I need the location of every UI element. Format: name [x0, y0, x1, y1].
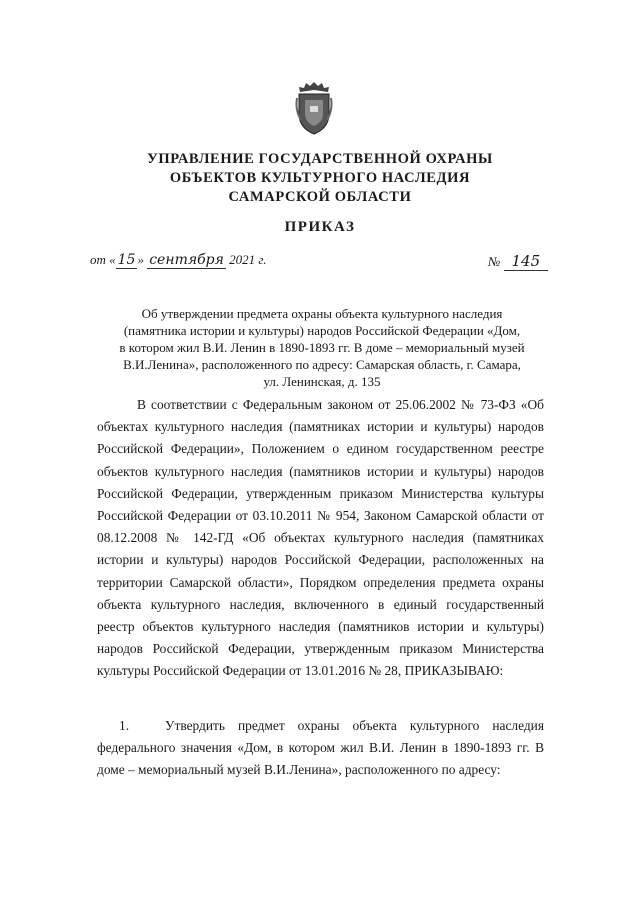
org-name-line3: САМАРСКОЙ ОБЛАСТИ — [228, 189, 412, 205]
document-date — [90, 252, 267, 268]
preamble-paragraph: В соответствии с Федеральным законом от 25.06.2002 № 73-ФЗ «Об объектах культурного наследия (памятниках истории и культуры) народов Российской Федерации», Положением о едином государственном реестре объектов культурного наследия (памятников истории и культуры) народов Российской Федерации, утвержденным приказом Министерства культуры Российской Федерации от 03.10.2011 № 954, Законом Самарской области от 08.12.2008 № 142-ГД «Об объектах культурного наследия (памятниках истории и культуры) народов Российской Федерации, расположенных на территории Самарской области», Порядком определения предмета охраны объекта культурного наследия, включенного в единый государственный реестр объектов культурного наследия (памятников истории и культуры) народов Российской Федерации, утвержденным приказом Министерства культуры Российской Федерации от 13.01.2016 № 28, ПРИКАЗЫВАЮ: — [97, 397, 544, 679]
number-value: 145 — [504, 252, 549, 271]
subject-line: в котором жил В.И. Ленин в 1890-1893 гг. В доме – мемориальный музей — [119, 340, 525, 355]
subject-line: Об утверждении предмета охраны объекта культурного наследия — [141, 306, 503, 321]
item-text: Утвердить предмет охраны объекта культурного наследия федерального значения «Дом, в котором жил В.И. Ленин в 1890-1893 гг. В доме – мемориальный музей В.И.Ленина», расположенного по адресу: — [97, 718, 544, 778]
item-number: 1. — [119, 718, 130, 733]
date-mid: » — [137, 252, 144, 267]
coat-of-arms-icon — [291, 80, 337, 136]
order-item-1 — [97, 715, 544, 782]
document-type-title: ПРИКАЗ — [284, 219, 356, 235]
document-number — [488, 252, 548, 270]
number-prefix: № — [488, 254, 501, 269]
subject-line: ул. Ленинская, д. 135 — [263, 374, 381, 389]
date-suffix: г. — [258, 252, 267, 267]
date-prefix: от « — [90, 252, 116, 267]
subject-line: (памятника истории и культуры) народов Российской Федерации «Дом, — [123, 323, 521, 338]
org-name-line2: ОБЪЕКТОВ КУЛЬТУРНОГО НАСЛЕДИЯ — [169, 170, 471, 186]
date-month: сентября — [149, 252, 224, 268]
org-name-line1: УПРАВЛЕНИЕ ГОСУДАРСТВЕННОЙ ОХРАНЫ — [147, 151, 493, 167]
date-year: 2021 — [229, 252, 256, 267]
date-day: 15 — [117, 252, 136, 268]
subject-line: В.И.Ленина», расположенного по адресу: Самарская область, г. Самара, — [123, 357, 521, 372]
order-subject — [90, 305, 554, 390]
